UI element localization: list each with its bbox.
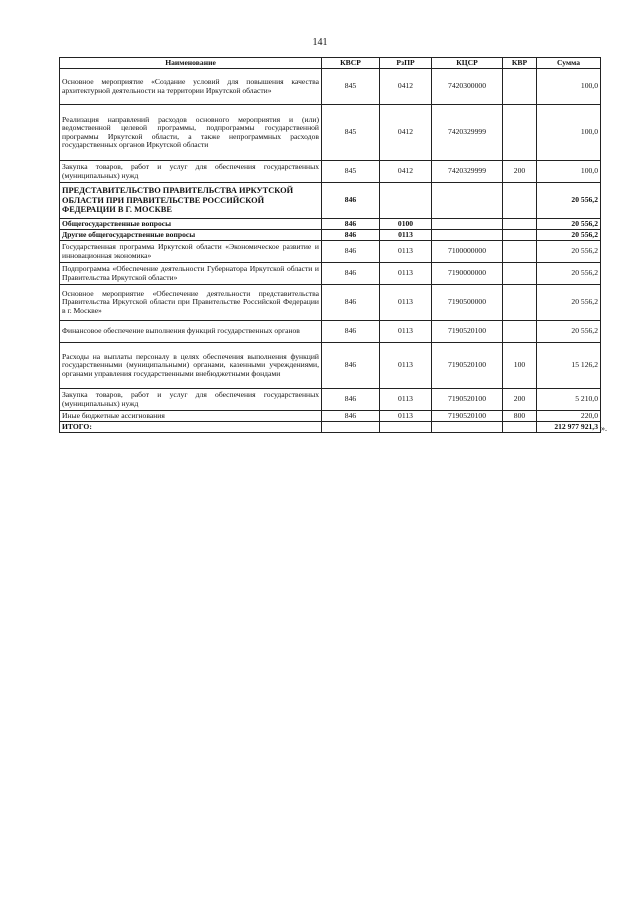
cell-kvr xyxy=(503,422,537,433)
cell-rzpr: 0113 xyxy=(380,263,432,285)
header-rzpr: РзПР xyxy=(380,58,432,69)
cell-name: Другие общегосударственные вопросы xyxy=(60,230,322,241)
table-row xyxy=(60,321,601,343)
cell-kvr xyxy=(503,285,537,321)
header-kvsr: КВСР xyxy=(322,58,380,69)
cell-kvsr: 846 xyxy=(322,230,380,241)
cell-name: Закупка товаров, работ и услуг для обеспечения государственных (муниципальных) нужд xyxy=(60,389,322,411)
cell-name: Подпрограмма «Обеспечение деятельности Губернатора Иркутской области и Правительства Иркутской области» xyxy=(60,263,322,285)
cell-kcsr xyxy=(432,422,503,433)
cell-kvsr: 846 xyxy=(322,241,380,263)
cell-sum: 220,0 xyxy=(537,411,601,422)
cell-rzpr: 0412 xyxy=(380,161,432,183)
table-row xyxy=(60,422,601,433)
cell-kvr xyxy=(503,241,537,263)
cell-kcsr: 7100000000 xyxy=(432,241,503,263)
table-body xyxy=(60,69,601,433)
cell-name: ПРЕДСТАВИТЕЛЬСТВО ПРАВИТЕЛЬСТВА ИРКУТСКОЙ ОБЛАСТИ ПРИ ПРАВИТЕЛЬСТВЕ РОССИЙСКОЙ ФЕДЕРАЦИИ В Г. МОСКВЕ xyxy=(60,183,322,219)
table-row xyxy=(60,230,601,241)
cell-kvr xyxy=(503,183,537,219)
table-row xyxy=(60,241,601,263)
table-row xyxy=(60,69,601,105)
cell-kcsr: 7190520100 xyxy=(432,411,503,422)
cell-kcsr: 7420329999 xyxy=(432,161,503,183)
cell-kcsr: 7420300000 xyxy=(432,69,503,105)
cell-kvr: 100 xyxy=(503,343,537,389)
cell-rzpr: 0113 xyxy=(380,285,432,321)
cell-sum: 100,0 xyxy=(537,105,601,161)
cell-kcsr: 7190520100 xyxy=(432,343,503,389)
cell-sum: 20 556,2 xyxy=(537,241,601,263)
cell-kvsr: 845 xyxy=(322,105,380,161)
cell-sum: 15 126,2 xyxy=(537,343,601,389)
cell-rzpr: 0113 xyxy=(380,389,432,411)
cell-kvsr: 846 xyxy=(322,343,380,389)
cell-kcsr xyxy=(432,219,503,230)
cell-kvsr: 845 xyxy=(322,69,380,105)
cell-sum: 100,0 xyxy=(537,161,601,183)
cell-kvr: 200 xyxy=(503,161,537,183)
header-sum: Сумма xyxy=(537,58,601,69)
cell-sum: 20 556,2 xyxy=(537,230,601,241)
cell-name: Реализация направлений расходов основного мероприятия и (или) ведомственной целевой программы, подпрограммы государственной программы Иркутской области, а также непрограммных расходов государственных органов Иркутской области xyxy=(60,105,322,161)
cell-kvr xyxy=(503,105,537,161)
cell-kvr xyxy=(503,263,537,285)
cell-kcsr: 7190500000 xyxy=(432,285,503,321)
cell-kvsr xyxy=(322,422,380,433)
cell-kvsr: 846 xyxy=(322,285,380,321)
cell-name: Закупка товаров, работ и услуг для обеспечения государственных (муниципальных) нужд xyxy=(60,161,322,183)
cell-sum: 5 210,0 xyxy=(537,389,601,411)
cell-kvsr: 846 xyxy=(322,389,380,411)
cell-rzpr: 0100 xyxy=(380,219,432,230)
cell-kvr xyxy=(503,69,537,105)
cell-rzpr xyxy=(380,183,432,219)
header-kcsr: КЦСР xyxy=(432,58,503,69)
table-row xyxy=(60,389,601,411)
cell-kcsr: 7190520100 xyxy=(432,321,503,343)
cell-name: Основное мероприятие «Обеспечение деятельности представительства Правительства Иркутской области при Правительстве Российской Федерации в г. Москве» xyxy=(60,285,322,321)
table-row xyxy=(60,411,601,422)
cell-kvsr: 846 xyxy=(322,411,380,422)
cell-kvr xyxy=(503,219,537,230)
cell-sum: 20 556,2 xyxy=(537,219,601,230)
cell-rzpr: 0113 xyxy=(380,411,432,422)
header-kvr: КВР xyxy=(503,58,537,69)
cell-sum: 100,0 xyxy=(537,69,601,105)
cell-name: Государственная программа Иркутской области «Экономическое развитие и инновационная экономика» xyxy=(60,241,322,263)
cell-name: ИТОГО: xyxy=(60,422,322,433)
header-name: Наименование xyxy=(60,58,322,69)
cell-rzpr xyxy=(380,422,432,433)
cell-sum: 20 556,2 xyxy=(537,263,601,285)
cell-kcsr: 7190000000 xyxy=(432,263,503,285)
cell-rzpr: 0113 xyxy=(380,321,432,343)
cell-kvsr: 846 xyxy=(322,219,380,230)
cell-kvr xyxy=(503,321,537,343)
cell-name: Финансовое обеспечение выполнения функций государственных органов xyxy=(60,321,322,343)
cell-rzpr: 0113 xyxy=(380,343,432,389)
cell-kcsr: 7420329999 xyxy=(432,105,503,161)
cell-kcsr: 7190520100 xyxy=(432,389,503,411)
cell-kvsr: 846 xyxy=(322,321,380,343)
cell-sum: 20 556,2 xyxy=(537,183,601,219)
cell-kvsr: 845 xyxy=(322,161,380,183)
table-row xyxy=(60,183,601,219)
table-row xyxy=(60,161,601,183)
cell-name: Общегосударственные вопросы xyxy=(60,219,322,230)
cell-kvr: 200 xyxy=(503,389,537,411)
table-row xyxy=(60,343,601,389)
table-row xyxy=(60,219,601,230)
cell-name: Иные бюджетные ассигнования xyxy=(60,411,322,422)
cell-name: Расходы на выплаты персоналу в целях обеспечения выполнения функций государственными (муниципальными) органами, казенными учреждениями, органами управления государственными внебюджетными фондами xyxy=(60,343,322,389)
table-row xyxy=(60,263,601,285)
table-row xyxy=(60,285,601,321)
table-row xyxy=(60,105,601,161)
cell-kvsr: 846 xyxy=(322,263,380,285)
cell-name: Основное мероприятие «Создание условий для повышения качества архитектурной деятельности на территории Иркутской области» xyxy=(60,69,322,105)
cell-sum: 20 556,2 xyxy=(537,321,601,343)
cell-sum: 212 977 921,3 xyxy=(537,422,601,433)
cell-kvsr: 846 xyxy=(322,183,380,219)
table-header-row xyxy=(60,58,601,69)
page-number: 141 xyxy=(312,37,328,48)
cell-rzpr: 0412 xyxy=(380,105,432,161)
cell-rzpr: 0412 xyxy=(380,69,432,105)
cell-rzpr: 0113 xyxy=(380,230,432,241)
cell-kvr xyxy=(503,230,537,241)
cell-sum: 20 556,2 xyxy=(537,285,601,321)
cell-kvr: 800 xyxy=(503,411,537,422)
cell-kcsr xyxy=(432,230,503,241)
budget-table xyxy=(59,57,601,433)
cell-rzpr: 0113 xyxy=(380,241,432,263)
closing-quote-mark: ». xyxy=(601,424,607,433)
cell-kcsr xyxy=(432,183,503,219)
